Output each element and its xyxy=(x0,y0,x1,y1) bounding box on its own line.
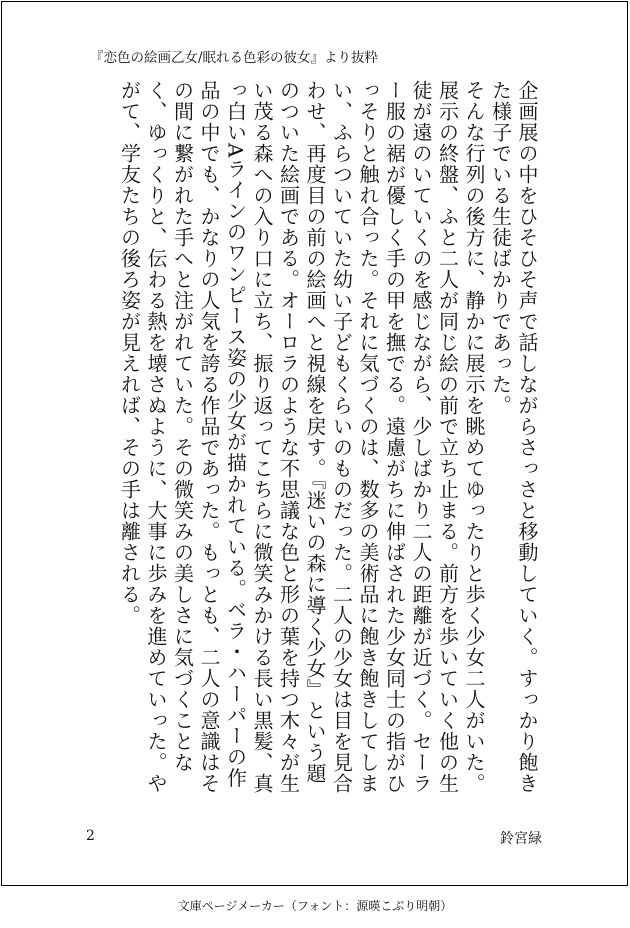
paragraph-2: そんな行列の後方に、静かに展示を眺めてゆったりと歩く少女二人がいた。展示の終盤、ふと二人が同じ絵の前で立ち止まる。前方を歩いていく他の生徒が遠のいていくのを感じながら、少しばかり二人の距離が近づく。セーラー服の裾が優しく手の甲を撫でる。遠慮がちに伸ばされた少女同士の指がひっそりと触れ合った。それに気づくのは、数多の美術品に飽き飽きしてしまい、ふらついていた幼い子どもくらいのものだった。二人の少女は目を見合わせ、再度目の前の絵画へと視線を戻す。『迷いの森に導く少女』という題のついた絵画である。オーロラのような不思議な色と形の葉を持つ木々が生い茂る森への入り口に立ち、振り返ってこちらに微笑みかける長い黒髪、真っ白いAラインのワンピース姿の少女が描かれている。ベラ・ハーパーの作品の中でも、かなりの人気を誇る作品であった。もっとも、二人の意識はその間に繋がれた手へと注がれていた。その微笑みの美しさに気づくことなく、ゆっくりと、伝わる熱を壊さぬように、大事に歩みを進めていった。やがて、学友たちの後ろ姿が見えれば、その手は離される。 xyxy=(117,80,486,794)
author-name: 鈴宮緑 xyxy=(500,831,542,847)
paragraph-1: 企画展の中をひそひそ声で話しながらさっさと移動していく。すっかり飽きた様子でいる生徒ばかりであった。 xyxy=(488,80,539,794)
page-frame xyxy=(1,1,628,886)
vertical-body-text xyxy=(80,80,540,800)
excerpt-header: 『恋色の絵画乙女/眠れる色彩の彼女』より抜粋 xyxy=(90,50,379,66)
generator-credit: 文庫ページメーカー（フォント：源暎こぶり明朝） xyxy=(177,899,453,913)
page-number: 2 xyxy=(86,828,95,844)
